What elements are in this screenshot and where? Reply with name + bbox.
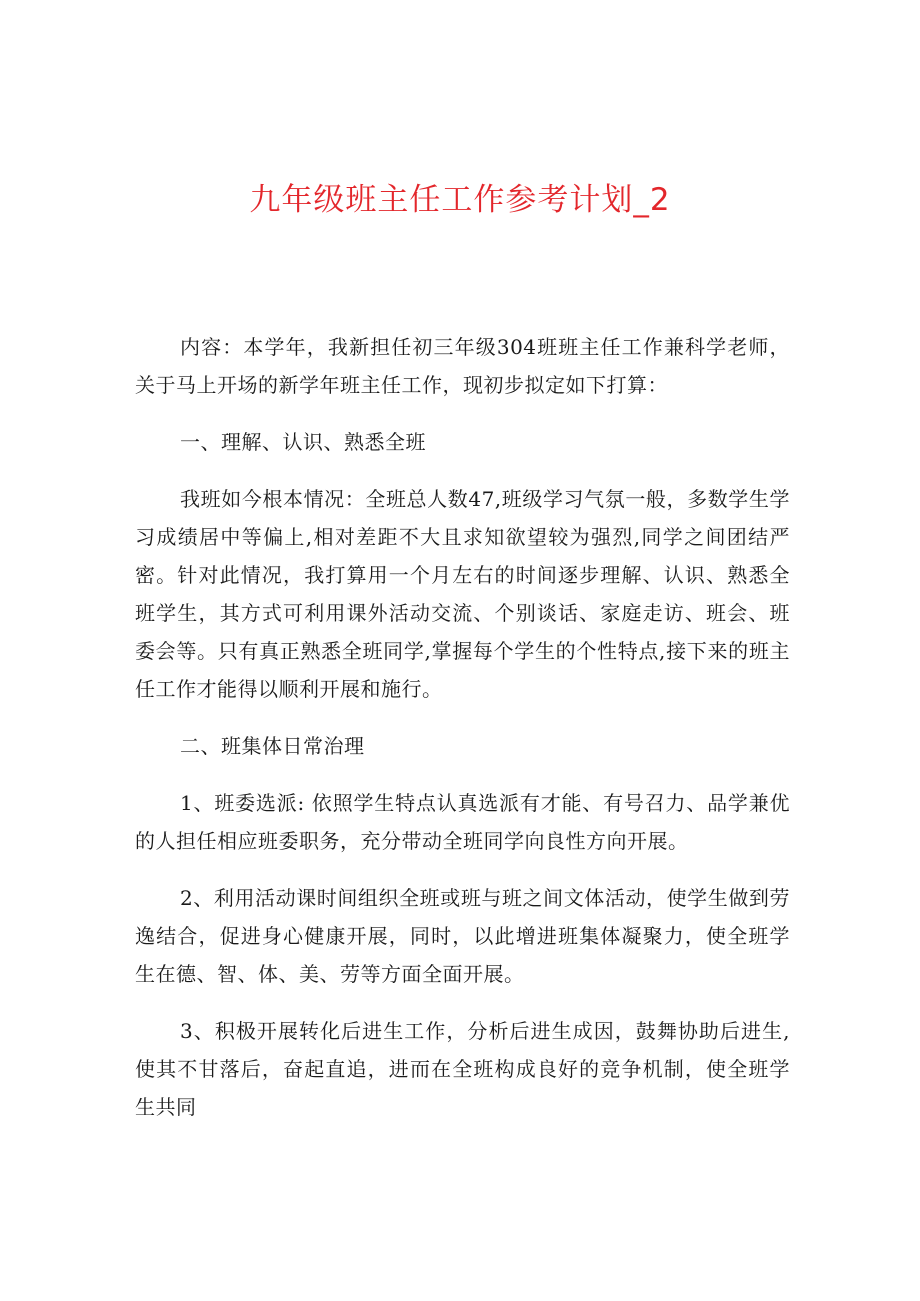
section-heading-2: 二、班集体日常治理 xyxy=(180,734,365,758)
document-body xyxy=(135,328,790,1145)
intro-paragraph: 内容：本学年，我新担任初三年级304班班主任工作兼科学老师，关于马上开场的新学年班主任工作，现初步拟定如下打算： xyxy=(135,335,790,397)
document-title: 九年级班主任工作参考计划_2 xyxy=(249,182,671,218)
section-heading-1: 一、理解、认识、熟悉全班 xyxy=(180,430,426,454)
class-situation-paragraph: 我班如今根本情况：全班总人数47,班级学习气氛一般，多数学生学习成绩居中等偏上,相对差距不大且求知欲望较为强烈,同学之间团结严密。针对此情况，我打算用一个月左右的时间逐步理解、认识、熟悉全班学生，其方式可利用课外活动交流、个别谈话、家庭走访、班会、班委会等。只有真正熟悉全班同学,掌握每个学生的个性特点,接下来的班主任工作才能得以顺利开展和施行。 xyxy=(135,487,790,701)
item-1-paragraph: 1、班委选派: 依照学生特点认真选派有才能、有号召力、品学兼优的人担任相应班委职务，充分带动全班同学向良性方向开展。 xyxy=(135,791,790,853)
item-2-paragraph: 2、利用活动课时间组织全班或班与班之间文体活动，使学生做到劳逸结合，促进身心健康开展，同时，以此增进班集体凝聚力，使全班学生在德、智、体、美、劳等方面全面开展。 xyxy=(135,886,790,986)
item-3-paragraph: 3、积极开展转化后进生工作，分析后进生成因，鼓舞协助后进生,使其不甘落后，奋起直追，进而在全班构成良好的竞争机制，使全班学生共同 xyxy=(135,1019,790,1119)
